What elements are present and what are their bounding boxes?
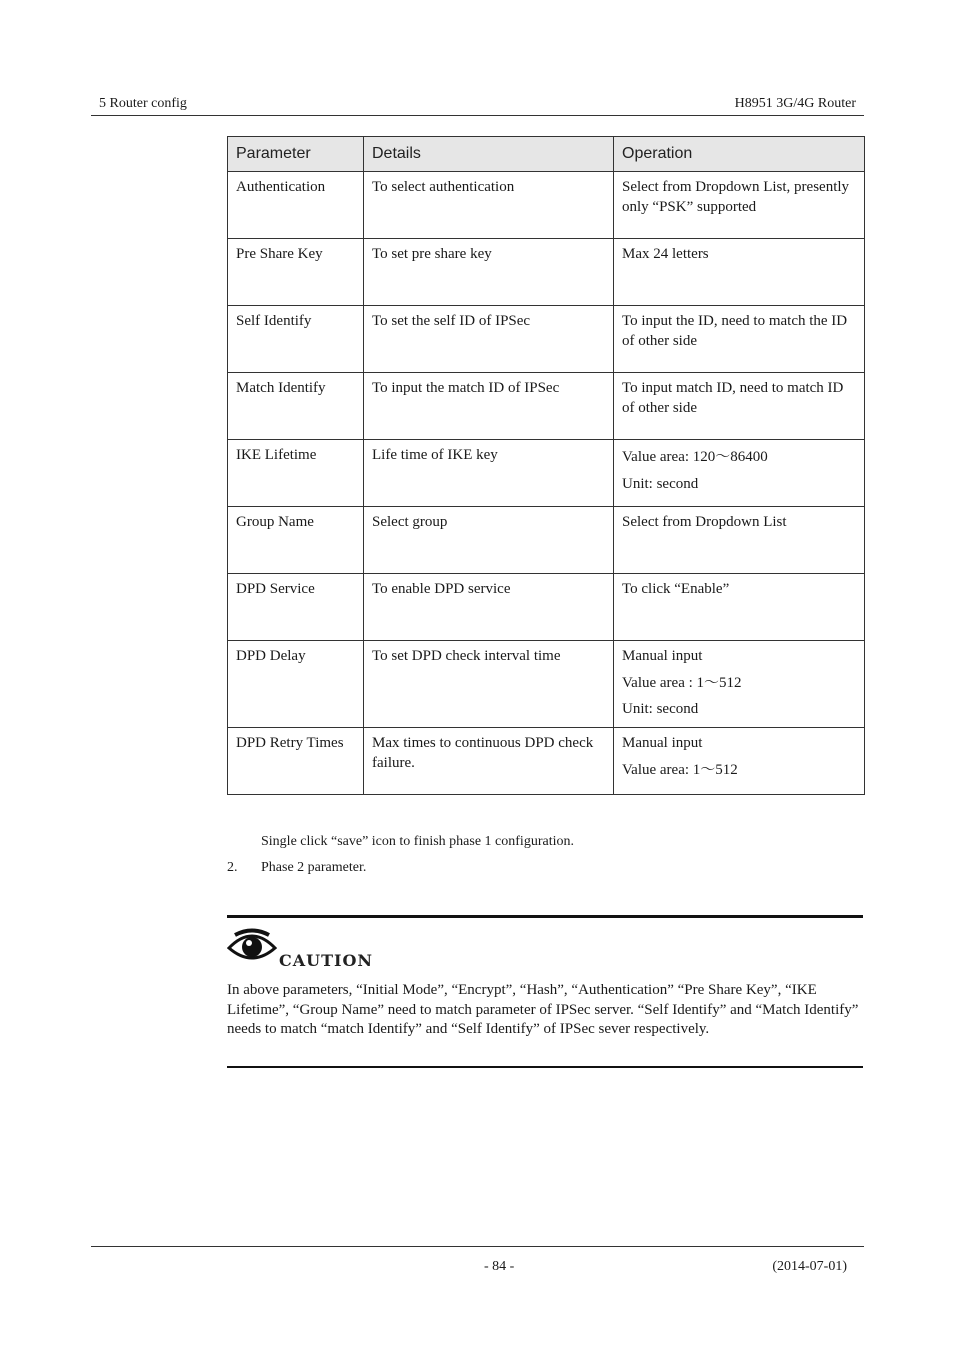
parameter-table [227, 136, 865, 795]
cell-operation [614, 239, 865, 306]
column-header-operation: Operation [614, 137, 865, 172]
save-note: Single click “save” icon to finish phase 1 configuration. [261, 834, 574, 849]
product-name: H8951 3G/4G Router [734, 96, 856, 111]
cell-operation [614, 306, 865, 373]
operation-line: Value area: 1～512 [622, 761, 738, 778]
table-row [228, 373, 865, 440]
cell-parameter: Group Name [228, 507, 364, 574]
cell-operation [614, 728, 865, 795]
cell-operation [614, 641, 865, 728]
cell-details: Max times to continuous DPD check failure. [364, 728, 614, 795]
table-row [228, 239, 865, 306]
eye-icon [227, 928, 277, 968]
operation-line: Select from Dropdown List, presently only “PSK” supported [622, 179, 850, 215]
cell-parameter: DPD Retry Times [228, 728, 364, 795]
table-row [228, 172, 865, 239]
cell-operation [614, 172, 865, 239]
operation-line: Manual input [622, 648, 703, 664]
column-header-details: Details [364, 137, 614, 172]
step-text: Phase 2 parameter. [261, 860, 367, 875]
page-header [91, 95, 864, 116]
cell-operation [614, 440, 865, 507]
cell-details: To select authentication [364, 172, 614, 239]
operation-line: Value area : 1～512 [622, 674, 742, 691]
cell-details: Select group [364, 507, 614, 574]
cell-parameter: Self Identify [228, 306, 364, 373]
cell-details: Life time of IKE key [364, 440, 614, 507]
cell-operation [614, 373, 865, 440]
caution-text: In above parameters, “Initial Mode”, “Encrypt”, “Hash”, “Authentication” “Pre Share Key”, “IKE Lifetime”, “Group Name” need to match parameter of IPSec server. “Self Identify” and “Match Identify” needs to match “match Identify” and “Self Identify” of IPSec sever respectively. [227, 982, 859, 1038]
table-row [228, 507, 865, 574]
cell-details: To set the self ID of IPSec [364, 306, 614, 373]
table-header-row [228, 137, 865, 172]
caution-label: CAUTION [279, 951, 374, 970]
cell-operation [614, 574, 865, 641]
table-row [228, 641, 865, 728]
cell-details: To enable DPD service [364, 574, 614, 641]
table-row [228, 440, 865, 507]
cell-details: To input the match ID of IPSec [364, 373, 614, 440]
caution-box [227, 915, 863, 1068]
operation-line: To input the ID, need to match the ID of other side [622, 313, 848, 349]
step-number: 2. [227, 860, 238, 875]
cell-parameter: Authentication [228, 172, 364, 239]
table-row [228, 306, 865, 373]
cell-details: To set pre share key [364, 239, 614, 306]
cell-parameter: DPD Delay [228, 641, 364, 728]
operation-line: Unit: second [622, 701, 699, 717]
chapter-title: 5 Router config [99, 96, 187, 111]
document-date: (2014-07-01) [772, 1259, 847, 1274]
operation-line: Max 24 letters [622, 246, 709, 262]
column-header-parameter: Parameter [228, 137, 364, 172]
cell-parameter: Match Identify [228, 373, 364, 440]
operation-line: Select from Dropdown List [622, 514, 787, 530]
cell-parameter: DPD Service [228, 574, 364, 641]
operation-line: Unit: second [622, 475, 699, 492]
cell-parameter: IKE Lifetime [228, 440, 364, 507]
page-number: - 84 - [484, 1259, 515, 1274]
cell-parameter: Pre Share Key [228, 239, 364, 306]
table-row [228, 728, 865, 795]
table-row [228, 574, 865, 641]
cell-details: To set DPD check interval time [364, 641, 614, 728]
operation-line: To click “Enable” [622, 581, 730, 597]
operation-line: To input match ID, need to match ID of other side [622, 380, 844, 416]
step-item [227, 860, 366, 876]
cell-operation [614, 507, 865, 574]
page-footer [91, 1246, 864, 1287]
operation-line: Manual input [622, 735, 703, 751]
operation-line: Value area: 120～86400 [622, 449, 768, 465]
